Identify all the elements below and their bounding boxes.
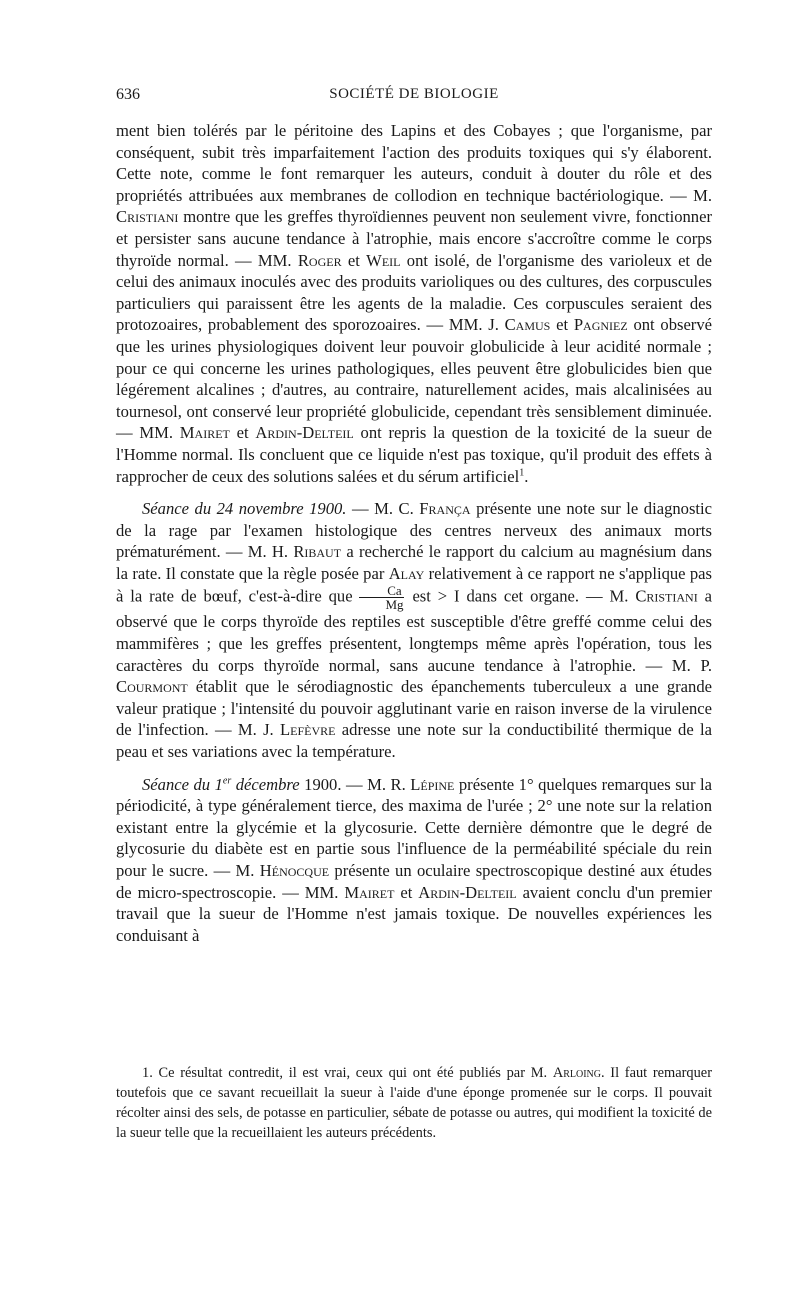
fraction [359, 584, 403, 611]
author-name: França [419, 499, 471, 519]
paragraph [116, 774, 712, 947]
text-run: présente 1° quelques remarques sur la périodicité, à type généralement tierce, des maxima de l'urée ; 2° une note sur la relation existant entre la glycémie et la glycosurie. Cette dernière démontre que le degré de glycosurie du diabète est en partie sous l'influence de la perméabilité spéciale du rein pour le sucre. — M. [116, 774, 712, 880]
author-name: Courmont [116, 677, 188, 697]
author-name: Ardin-Delteil [255, 423, 354, 443]
author-name: Weil [366, 250, 401, 270]
text-run: et [341, 250, 367, 270]
text-run: montre que les greffes thyroïdiennes peuvent non seulement vivre, fonctionner et persister sans aucune tendance à l'atrophie, mais encore s'accroître comme le corps thyroïde normal. — MM. [116, 207, 712, 270]
text-run: — M. C. [346, 499, 420, 519]
paragraph [116, 498, 712, 763]
text-run: a recherché le rapport du calcium au magnésium dans la rate. Il constate que la règle posée par [116, 542, 712, 583]
text-run: . Il faut remarquer toutefois que ce savant recueillait la sueur à l'aide d'une éponge promenée sur le corps. Il pouvait récolter ainsi des sels, de potasse en particulier, sébate de potasse ou autres, qui modifient la toxicité de la sueur telle que la recueillaient les auteurs précédents. [116, 1065, 712, 1141]
text-run: décembre [231, 774, 300, 794]
author-name: Alay [388, 563, 425, 583]
text-run: est > I dans cet organe. — M. [405, 586, 636, 606]
author-name: Cristiani [635, 586, 698, 606]
author-name: Arloing [552, 1065, 601, 1081]
author-name: Ribaut [293, 542, 342, 562]
text-run: ment bien tolérés par le péritoine des Lapins et des Cobayes ; que l'organisme, par conséquent, subit très imparfaitement l'action des produits toxiques qui s'y élaborent. Cette note, comme le font remarquer les auteurs, conduit à douter du rôle et des propriétés attribuées aux membranes de collodion en technique bactériologique. — M. [116, 121, 712, 205]
author-name: Pagniez [573, 315, 628, 335]
text-run: . [524, 466, 529, 486]
author-name: Mairet [179, 423, 230, 443]
text-run: adresse une note sur la conductibilité thermique de la peau et ses variations avec la température. [116, 720, 713, 762]
author-name: Camus [504, 315, 551, 335]
running-title: SOCIÉTÉ DE BIOLOGIE [329, 86, 499, 102]
text-run: relativement à ce rapport ne s'applique pas à la rate de bœuf, c'est-à-dire que [116, 563, 712, 606]
superscript: er [222, 775, 232, 787]
author-name: Hénocque [259, 861, 330, 880]
text-run: ont isolé, de l'organisme des varioleux et de celui des animaux inoculés avec des produits varioliques ou des cultures, des corpuscules particuliers qui paraissent être les agents de la maladie. Ces corpuscules seraient des protozoaires, probablement des sporozoaires. — MM. J. [116, 250, 712, 335]
text-run: ont repris la question de la toxicité de la sueur de l'Homme normal. Ils concluent que ce liquide n'est pas toxique, qu'il produit des effets à rapprocher de ceux des solutions salées et du sérum artificiel [116, 423, 712, 486]
paragraph [116, 120, 712, 487]
text-run: avaient conclu d'un premier travail que la sueur de l'Homme n'est jamais toxique. De nouvelles expériences les conduisant à [116, 882, 712, 945]
fraction-numerator: Ca [359, 584, 403, 598]
text-run: et [550, 315, 574, 335]
author-name: Ardin-Delteil [418, 882, 517, 902]
text-run: présente un oculaire spectroscopique destiné aux études de micro-spectroscopie. — MM. [116, 861, 713, 902]
author-name: Cristiani [116, 207, 179, 227]
text-run: Séance du 1 [142, 774, 223, 794]
text-run: présente une note sur le diagnostic de la rage par l'examen histologique des centres nerveux des animaux morts prématurément. — M. H. [116, 499, 713, 562]
page-header [116, 86, 712, 108]
author-name: Lefèvre [280, 720, 336, 740]
text-run: établit que le sérodiagnostic des épanchements tuberculeux a une grande valeur pratique ; l'intensité du pouvoir agglutinant varie en raison inverse de la virulence de l'infection. — M. J. [116, 677, 712, 740]
text-run: a observé que le corps thyroïde des reptiles est susceptible d'être greffé comme celui des mammifères ; que les greffes présentent, longtemps même après l'opération, tous les caractères du corps thyroïde normal, sans aucune tendance à l'atrophie. — M. P. [116, 586, 712, 675]
author-name: Mairet [344, 882, 395, 902]
footnotes [116, 1063, 712, 1143]
page-number: 636 [116, 86, 140, 103]
author-name: Roger [297, 250, 342, 270]
text-run: Séance du 24 novembre 1900. [142, 499, 347, 519]
text-run: ont observé que les urines physiologiques doivent leur pouvoir globulicide à leur acidité normale ; pour ce qui concerne les urines pathologiques, elles peuvent être globulicides bien que légérement alcalines ; d'autres, au contraire, naturellement acides, mais alcalinisées au tournesol, ont conservé leur propriété globulicide, cependant très sensiblement diminuée. — MM. [116, 315, 712, 443]
footnote [116, 1063, 712, 1143]
text-run: et [394, 882, 419, 902]
text-run: 1. Ce résultat contredit, il est vrai, ceux qui ont été publiés par M. [142, 1065, 553, 1081]
author-name: Lépine [410, 774, 455, 794]
superscript: 1 [519, 466, 525, 478]
text-run: et [229, 423, 256, 443]
text-run: 1900. — M. R. [299, 774, 411, 794]
fraction-denominator: Mg [385, 597, 404, 613]
body-text [116, 120, 712, 946]
